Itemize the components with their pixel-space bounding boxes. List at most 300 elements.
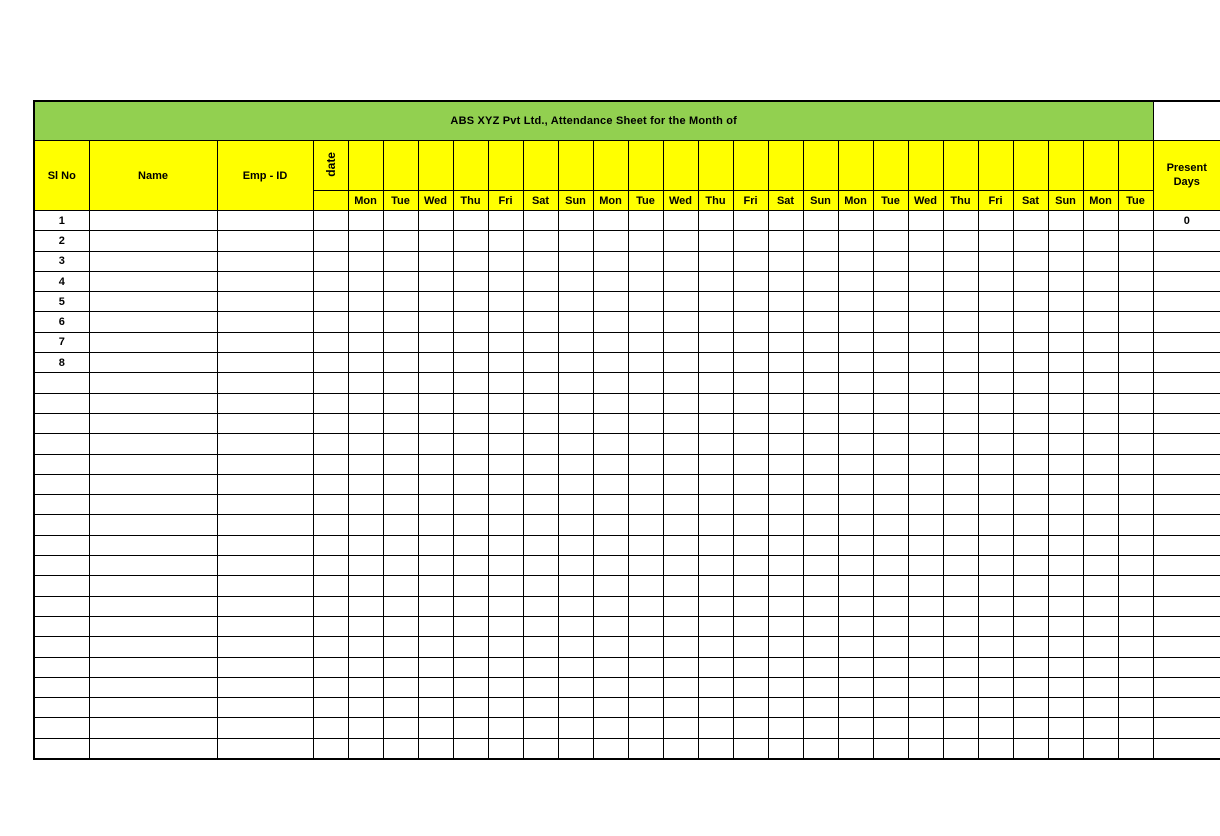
cell-attendance-day-7[interactable]	[558, 637, 593, 657]
cell-attendance-day-14[interactable]	[803, 393, 838, 413]
cell-attendance-day-22[interactable]	[1083, 738, 1118, 759]
cell-name[interactable]	[89, 535, 217, 555]
cell-attendance-day-18[interactable]	[943, 576, 978, 596]
cell-attendance-day-17[interactable]	[908, 373, 943, 393]
cell-attendance-day-3[interactable]	[418, 332, 453, 352]
cell-attendance-day-16[interactable]	[873, 637, 908, 657]
cell-attendance-day-14[interactable]	[803, 271, 838, 291]
cell-attendance-day-22[interactable]	[1083, 698, 1118, 718]
cell-attendance-day-22[interactable]	[1083, 474, 1118, 494]
cell-attendance-day-12[interactable]	[733, 576, 768, 596]
cell-attendance-day-6[interactable]	[523, 434, 558, 454]
cell-attendance-day-4[interactable]	[453, 535, 488, 555]
cell-attendance-day-18[interactable]	[943, 312, 978, 332]
cell-sl-no[interactable]: 7	[34, 332, 89, 352]
cell-attendance-day-21[interactable]	[1048, 271, 1083, 291]
cell-attendance-day-12[interactable]	[733, 413, 768, 433]
cell-attendance-day-6[interactable]	[523, 576, 558, 596]
cell-attendance-day-15[interactable]	[838, 454, 873, 474]
cell-attendance-day-22[interactable]	[1083, 312, 1118, 332]
cell-attendance-day-8[interactable]	[593, 657, 628, 677]
cell-attendance-day-16[interactable]	[873, 271, 908, 291]
cell-attendance-day-15[interactable]	[838, 515, 873, 535]
cell-attendance-day-2[interactable]	[383, 393, 418, 413]
cell-emp-id[interactable]	[217, 231, 313, 251]
cell-emp-id[interactable]	[217, 251, 313, 271]
cell-attendance-day-19[interactable]	[978, 596, 1013, 616]
cell-attendance-spacer[interactable]	[313, 393, 348, 413]
cell-attendance-day-8[interactable]	[593, 434, 628, 454]
cell-attendance-day-7[interactable]	[558, 515, 593, 535]
cell-attendance-spacer[interactable]	[313, 434, 348, 454]
cell-attendance-day-10[interactable]	[663, 292, 698, 312]
cell-attendance-day-3[interactable]	[418, 454, 453, 474]
cell-attendance-spacer[interactable]	[313, 535, 348, 555]
cell-attendance-day-13[interactable]	[768, 718, 803, 738]
cell-sl-no[interactable]	[34, 556, 89, 576]
cell-attendance-day-1[interactable]	[348, 677, 383, 697]
cell-attendance-day-5[interactable]	[488, 556, 523, 576]
cell-attendance-day-4[interactable]	[453, 474, 488, 494]
cell-attendance-day-19[interactable]	[978, 576, 1013, 596]
cell-attendance-day-23[interactable]	[1118, 231, 1153, 251]
cell-attendance-spacer[interactable]	[313, 474, 348, 494]
cell-attendance-day-11[interactable]	[698, 616, 733, 636]
cell-attendance-day-23[interactable]	[1118, 698, 1153, 718]
cell-attendance-day-11[interactable]	[698, 454, 733, 474]
cell-attendance-day-11[interactable]	[698, 576, 733, 596]
cell-attendance-day-6[interactable]	[523, 535, 558, 555]
cell-attendance-day-19[interactable]	[978, 211, 1013, 231]
cell-attendance-day-18[interactable]	[943, 657, 978, 677]
cell-attendance-day-4[interactable]	[453, 373, 488, 393]
header-date-blank-18[interactable]	[943, 141, 978, 191]
header-date-blank-16[interactable]	[873, 141, 908, 191]
cell-attendance-day-3[interactable]	[418, 698, 453, 718]
cell-attendance-day-4[interactable]	[453, 495, 488, 515]
cell-attendance-day-13[interactable]	[768, 251, 803, 271]
cell-attendance-day-5[interactable]	[488, 454, 523, 474]
cell-attendance-day-14[interactable]	[803, 251, 838, 271]
cell-attendance-day-2[interactable]	[383, 373, 418, 393]
cell-attendance-day-16[interactable]	[873, 718, 908, 738]
cell-attendance-day-19[interactable]	[978, 677, 1013, 697]
cell-attendance-day-23[interactable]	[1118, 211, 1153, 231]
cell-attendance-day-17[interactable]	[908, 596, 943, 616]
cell-attendance-day-5[interactable]	[488, 616, 523, 636]
cell-emp-id[interactable]	[217, 576, 313, 596]
cell-sl-no[interactable]	[34, 535, 89, 555]
cell-attendance-day-17[interactable]	[908, 292, 943, 312]
cell-attendance-day-12[interactable]	[733, 535, 768, 555]
cell-attendance-day-13[interactable]	[768, 616, 803, 636]
cell-attendance-day-1[interactable]	[348, 373, 383, 393]
cell-attendance-day-3[interactable]	[418, 312, 453, 332]
cell-attendance-day-17[interactable]	[908, 616, 943, 636]
cell-name[interactable]	[89, 312, 217, 332]
cell-attendance-day-11[interactable]	[698, 332, 733, 352]
cell-attendance-day-12[interactable]	[733, 637, 768, 657]
cell-attendance-day-6[interactable]	[523, 718, 558, 738]
cell-attendance-day-5[interactable]	[488, 413, 523, 433]
cell-attendance-day-8[interactable]	[593, 616, 628, 636]
cell-attendance-day-14[interactable]	[803, 738, 838, 759]
cell-attendance-day-15[interactable]	[838, 556, 873, 576]
cell-attendance-day-19[interactable]	[978, 556, 1013, 576]
cell-attendance-day-20[interactable]	[1013, 271, 1048, 291]
header-date-blank-22[interactable]	[1083, 141, 1118, 191]
cell-attendance-day-22[interactable]	[1083, 434, 1118, 454]
cell-name[interactable]	[89, 393, 217, 413]
cell-attendance-day-18[interactable]	[943, 677, 978, 697]
cell-attendance-day-19[interactable]	[978, 637, 1013, 657]
cell-attendance-spacer[interactable]	[313, 271, 348, 291]
cell-sl-no[interactable]	[34, 698, 89, 718]
cell-attendance-day-10[interactable]	[663, 434, 698, 454]
cell-attendance-day-10[interactable]	[663, 454, 698, 474]
cell-attendance-day-13[interactable]	[768, 231, 803, 251]
cell-attendance-day-21[interactable]	[1048, 718, 1083, 738]
cell-attendance-day-18[interactable]	[943, 596, 978, 616]
cell-sl-no[interactable]	[34, 596, 89, 616]
cell-attendance-day-23[interactable]	[1118, 616, 1153, 636]
cell-attendance-day-10[interactable]	[663, 596, 698, 616]
cell-attendance-day-19[interactable]	[978, 292, 1013, 312]
cell-attendance-day-15[interactable]	[838, 211, 873, 231]
cell-attendance-day-11[interactable]	[698, 211, 733, 231]
cell-attendance-day-15[interactable]	[838, 474, 873, 494]
cell-attendance-day-12[interactable]	[733, 596, 768, 616]
cell-attendance-day-9[interactable]	[628, 454, 663, 474]
cell-attendance-day-2[interactable]	[383, 677, 418, 697]
cell-attendance-day-18[interactable]	[943, 616, 978, 636]
cell-emp-id[interactable]	[217, 657, 313, 677]
cell-attendance-day-14[interactable]	[803, 454, 838, 474]
cell-attendance-day-7[interactable]	[558, 495, 593, 515]
cell-attendance-day-14[interactable]	[803, 657, 838, 677]
cell-attendance-day-1[interactable]	[348, 434, 383, 454]
cell-attendance-day-18[interactable]	[943, 413, 978, 433]
cell-attendance-day-11[interactable]	[698, 373, 733, 393]
cell-attendance-day-19[interactable]	[978, 454, 1013, 474]
cell-attendance-day-17[interactable]	[908, 535, 943, 555]
cell-attendance-day-22[interactable]	[1083, 393, 1118, 413]
cell-attendance-day-20[interactable]	[1013, 393, 1048, 413]
cell-emp-id[interactable]	[217, 718, 313, 738]
cell-attendance-day-7[interactable]	[558, 271, 593, 291]
cell-attendance-day-18[interactable]	[943, 515, 978, 535]
cell-attendance-day-14[interactable]	[803, 535, 838, 555]
cell-attendance-day-21[interactable]	[1048, 373, 1083, 393]
cell-attendance-day-13[interactable]	[768, 637, 803, 657]
cell-emp-id[interactable]	[217, 474, 313, 494]
cell-attendance-day-1[interactable]	[348, 515, 383, 535]
cell-attendance-spacer[interactable]	[313, 292, 348, 312]
header-date-blank-7[interactable]	[558, 141, 593, 191]
cell-sl-no[interactable]: 6	[34, 312, 89, 332]
cell-attendance-day-10[interactable]	[663, 332, 698, 352]
cell-attendance-day-8[interactable]	[593, 474, 628, 494]
cell-attendance-day-14[interactable]	[803, 576, 838, 596]
cell-attendance-day-3[interactable]	[418, 576, 453, 596]
cell-attendance-day-12[interactable]	[733, 556, 768, 576]
cell-attendance-day-11[interactable]	[698, 495, 733, 515]
cell-attendance-day-1[interactable]	[348, 495, 383, 515]
cell-attendance-day-2[interactable]	[383, 495, 418, 515]
cell-attendance-day-16[interactable]	[873, 454, 908, 474]
cell-sl-no[interactable]	[34, 413, 89, 433]
cell-attendance-day-10[interactable]	[663, 271, 698, 291]
cell-sl-no[interactable]	[34, 576, 89, 596]
cell-attendance-day-4[interactable]	[453, 596, 488, 616]
cell-attendance-day-18[interactable]	[943, 434, 978, 454]
cell-attendance-day-2[interactable]	[383, 251, 418, 271]
cell-attendance-day-5[interactable]	[488, 271, 523, 291]
cell-attendance-day-22[interactable]	[1083, 251, 1118, 271]
cell-attendance-day-23[interactable]	[1118, 312, 1153, 332]
cell-emp-id[interactable]	[217, 353, 313, 373]
cell-attendance-day-18[interactable]	[943, 474, 978, 494]
cell-attendance-day-23[interactable]	[1118, 393, 1153, 413]
cell-attendance-day-6[interactable]	[523, 556, 558, 576]
cell-attendance-day-10[interactable]	[663, 211, 698, 231]
cell-attendance-day-8[interactable]	[593, 495, 628, 515]
cell-attendance-day-2[interactable]	[383, 474, 418, 494]
cell-attendance-day-13[interactable]	[768, 677, 803, 697]
cell-attendance-day-17[interactable]	[908, 474, 943, 494]
cell-attendance-day-22[interactable]	[1083, 211, 1118, 231]
cell-attendance-day-22[interactable]	[1083, 677, 1118, 697]
cell-attendance-day-17[interactable]	[908, 271, 943, 291]
cell-attendance-day-2[interactable]	[383, 353, 418, 373]
cell-attendance-day-16[interactable]	[873, 413, 908, 433]
cell-attendance-day-5[interactable]	[488, 393, 523, 413]
cell-attendance-day-21[interactable]	[1048, 495, 1083, 515]
cell-attendance-day-11[interactable]	[698, 515, 733, 535]
cell-attendance-day-13[interactable]	[768, 292, 803, 312]
cell-name[interactable]	[89, 616, 217, 636]
cell-attendance-day-12[interactable]	[733, 292, 768, 312]
cell-attendance-day-1[interactable]	[348, 251, 383, 271]
cell-attendance-day-4[interactable]	[453, 637, 488, 657]
header-date-blank-1[interactable]	[348, 141, 383, 191]
header-date-blank-20[interactable]	[1013, 141, 1048, 191]
cell-attendance-day-14[interactable]	[803, 698, 838, 718]
cell-attendance-day-3[interactable]	[418, 535, 453, 555]
cell-emp-id[interactable]	[217, 677, 313, 697]
cell-attendance-day-5[interactable]	[488, 657, 523, 677]
cell-attendance-day-15[interactable]	[838, 292, 873, 312]
cell-attendance-spacer[interactable]	[313, 576, 348, 596]
cell-attendance-day-15[interactable]	[838, 393, 873, 413]
cell-attendance-day-21[interactable]	[1048, 657, 1083, 677]
cell-attendance-spacer[interactable]	[313, 718, 348, 738]
cell-attendance-day-9[interactable]	[628, 596, 663, 616]
cell-name[interactable]	[89, 251, 217, 271]
cell-attendance-spacer[interactable]	[313, 454, 348, 474]
cell-attendance-day-20[interactable]	[1013, 312, 1048, 332]
cell-attendance-day-14[interactable]	[803, 677, 838, 697]
cell-attendance-day-19[interactable]	[978, 718, 1013, 738]
cell-attendance-spacer[interactable]	[313, 211, 348, 231]
cell-emp-id[interactable]	[217, 434, 313, 454]
cell-attendance-day-22[interactable]	[1083, 454, 1118, 474]
cell-attendance-day-20[interactable]	[1013, 738, 1048, 759]
cell-attendance-day-3[interactable]	[418, 474, 453, 494]
cell-attendance-day-8[interactable]	[593, 596, 628, 616]
cell-attendance-day-19[interactable]	[978, 271, 1013, 291]
cell-attendance-day-9[interactable]	[628, 292, 663, 312]
cell-sl-no[interactable]	[34, 495, 89, 515]
cell-attendance-day-19[interactable]	[978, 738, 1013, 759]
cell-attendance-day-11[interactable]	[698, 413, 733, 433]
cell-attendance-day-13[interactable]	[768, 738, 803, 759]
cell-attendance-day-3[interactable]	[418, 211, 453, 231]
cell-attendance-day-23[interactable]	[1118, 332, 1153, 352]
cell-attendance-day-17[interactable]	[908, 556, 943, 576]
cell-attendance-day-23[interactable]	[1118, 677, 1153, 697]
cell-sl-no[interactable]	[34, 657, 89, 677]
cell-name[interactable]	[89, 677, 217, 697]
cell-attendance-day-8[interactable]	[593, 576, 628, 596]
cell-attendance-day-17[interactable]	[908, 576, 943, 596]
cell-attendance-day-17[interactable]	[908, 211, 943, 231]
cell-attendance-day-1[interactable]	[348, 393, 383, 413]
cell-attendance-day-15[interactable]	[838, 271, 873, 291]
cell-attendance-day-20[interactable]	[1013, 616, 1048, 636]
cell-attendance-day-2[interactable]	[383, 535, 418, 555]
cell-attendance-day-21[interactable]	[1048, 434, 1083, 454]
cell-attendance-day-19[interactable]	[978, 312, 1013, 332]
cell-attendance-day-12[interactable]	[733, 616, 768, 636]
header-date-blank-17[interactable]	[908, 141, 943, 191]
cell-attendance-day-11[interactable]	[698, 657, 733, 677]
cell-attendance-day-16[interactable]	[873, 616, 908, 636]
cell-attendance-day-12[interactable]	[733, 251, 768, 271]
cell-attendance-day-5[interactable]	[488, 596, 523, 616]
cell-attendance-day-17[interactable]	[908, 657, 943, 677]
cell-attendance-day-5[interactable]	[488, 637, 523, 657]
cell-attendance-day-6[interactable]	[523, 413, 558, 433]
cell-attendance-day-7[interactable]	[558, 657, 593, 677]
cell-attendance-day-10[interactable]	[663, 495, 698, 515]
cell-attendance-day-20[interactable]	[1013, 353, 1048, 373]
cell-attendance-day-13[interactable]	[768, 312, 803, 332]
header-date-blank-5[interactable]	[488, 141, 523, 191]
cell-attendance-day-8[interactable]	[593, 718, 628, 738]
cell-attendance-day-13[interactable]	[768, 373, 803, 393]
cell-emp-id[interactable]	[217, 596, 313, 616]
cell-attendance-day-10[interactable]	[663, 251, 698, 271]
cell-attendance-day-8[interactable]	[593, 251, 628, 271]
cell-attendance-day-2[interactable]	[383, 596, 418, 616]
cell-attendance-day-11[interactable]	[698, 677, 733, 697]
cell-attendance-day-2[interactable]	[383, 657, 418, 677]
cell-attendance-day-21[interactable]	[1048, 231, 1083, 251]
cell-attendance-day-4[interactable]	[453, 231, 488, 251]
cell-attendance-day-7[interactable]	[558, 251, 593, 271]
cell-attendance-day-23[interactable]	[1118, 434, 1153, 454]
header-date-blank-21[interactable]	[1048, 141, 1083, 191]
cell-attendance-day-23[interactable]	[1118, 515, 1153, 535]
cell-attendance-day-2[interactable]	[383, 271, 418, 291]
cell-name[interactable]	[89, 332, 217, 352]
cell-emp-id[interactable]	[217, 332, 313, 352]
cell-attendance-day-20[interactable]	[1013, 373, 1048, 393]
cell-attendance-day-22[interactable]	[1083, 413, 1118, 433]
cell-attendance-day-10[interactable]	[663, 738, 698, 759]
cell-attendance-day-4[interactable]	[453, 251, 488, 271]
header-date-blank-9[interactable]	[628, 141, 663, 191]
cell-attendance-day-8[interactable]	[593, 211, 628, 231]
cell-attendance-spacer[interactable]	[313, 698, 348, 718]
cell-attendance-day-19[interactable]	[978, 495, 1013, 515]
cell-attendance-day-7[interactable]	[558, 718, 593, 738]
cell-attendance-day-16[interactable]	[873, 657, 908, 677]
header-date-blank-8[interactable]	[593, 141, 628, 191]
cell-attendance-spacer[interactable]	[313, 677, 348, 697]
cell-attendance-day-4[interactable]	[453, 413, 488, 433]
cell-attendance-day-10[interactable]	[663, 353, 698, 373]
cell-attendance-day-15[interactable]	[838, 353, 873, 373]
cell-attendance-day-11[interactable]	[698, 535, 733, 555]
cell-attendance-day-5[interactable]	[488, 677, 523, 697]
cell-attendance-day-3[interactable]	[418, 434, 453, 454]
cell-attendance-day-21[interactable]	[1048, 393, 1083, 413]
cell-attendance-day-17[interactable]	[908, 495, 943, 515]
cell-attendance-day-20[interactable]	[1013, 211, 1048, 231]
cell-attendance-day-17[interactable]	[908, 353, 943, 373]
cell-attendance-day-17[interactable]	[908, 738, 943, 759]
cell-attendance-day-13[interactable]	[768, 271, 803, 291]
cell-attendance-day-10[interactable]	[663, 616, 698, 636]
cell-emp-id[interactable]	[217, 698, 313, 718]
cell-attendance-day-9[interactable]	[628, 718, 663, 738]
cell-attendance-day-17[interactable]	[908, 413, 943, 433]
cell-emp-id[interactable]	[217, 373, 313, 393]
cell-attendance-spacer[interactable]	[313, 332, 348, 352]
cell-attendance-day-6[interactable]	[523, 312, 558, 332]
cell-attendance-day-2[interactable]	[383, 231, 418, 251]
cell-name[interactable]	[89, 231, 217, 251]
cell-attendance-day-16[interactable]	[873, 698, 908, 718]
cell-attendance-day-3[interactable]	[418, 677, 453, 697]
cell-attendance-day-19[interactable]	[978, 231, 1013, 251]
cell-attendance-day-18[interactable]	[943, 698, 978, 718]
cell-attendance-day-17[interactable]	[908, 312, 943, 332]
cell-attendance-day-22[interactable]	[1083, 556, 1118, 576]
cell-attendance-day-19[interactable]	[978, 332, 1013, 352]
cell-attendance-day-8[interactable]	[593, 312, 628, 332]
cell-attendance-day-5[interactable]	[488, 576, 523, 596]
cell-attendance-day-20[interactable]	[1013, 677, 1048, 697]
cell-emp-id[interactable]	[217, 535, 313, 555]
cell-name[interactable]	[89, 718, 217, 738]
cell-attendance-day-7[interactable]	[558, 393, 593, 413]
cell-attendance-day-12[interactable]	[733, 231, 768, 251]
cell-attendance-day-4[interactable]	[453, 332, 488, 352]
cell-attendance-day-15[interactable]	[838, 231, 873, 251]
cell-attendance-day-1[interactable]	[348, 231, 383, 251]
cell-emp-id[interactable]	[217, 454, 313, 474]
cell-attendance-day-21[interactable]	[1048, 474, 1083, 494]
cell-attendance-day-13[interactable]	[768, 657, 803, 677]
cell-attendance-day-11[interactable]	[698, 718, 733, 738]
cell-attendance-day-15[interactable]	[838, 657, 873, 677]
cell-attendance-day-23[interactable]	[1118, 556, 1153, 576]
cell-attendance-day-14[interactable]	[803, 353, 838, 373]
cell-attendance-day-9[interactable]	[628, 231, 663, 251]
